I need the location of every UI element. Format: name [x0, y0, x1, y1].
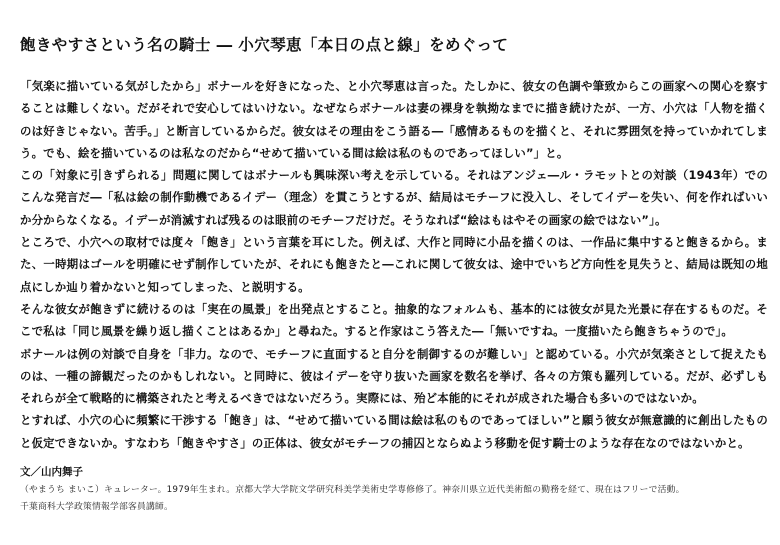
author-bio-line-1: （やまうち まいこ）キュレーター。1979年生まれ。京都大学大学院文学研究科美学美術史学専修修了。神奈川県立近代美術館の勤務を経て、現在はフリーで活動。 — [20, 485, 685, 496]
author-name: 文／山内舞子 — [20, 466, 83, 479]
paragraph-1: 「気楽に描いている気がしたから」ボナールを好きになった、と小穴琴恵は言った。たしかに、彼女の色調や筆致からこの画家への関心を察することは難しくない。だがそれで安心してはいけない。なぜならボナールは妻の裸身を執拗なまでに描き続けたが、一方、小穴は「人物を描くのは好きじゃない。苦手。」と断言しているからだ。彼女はその理由をこう語る―「感情あるものを描くと、それに雰囲気を持っていかれてしまう。でも、絵を描いているのは私なのだから“せめて描いている間は絵は私のものであってほしい”」と。 — [20, 79, 768, 160]
paragraph-3: ところで、小穴への取材では度々「飽き」という言葉を耳にした。例えば、大作と同時に小品を描くのは、一作品に集中すると飽きるから。また、一時期はゴールを明確にせず制作していたが、それにも飽きたと―これに関して彼女は、途中でいちど方向性を見失うと、結局は既知の地点にしか辿り着かないと知ってしまった、と説明する。 — [20, 235, 768, 294]
paragraph-4: そんな彼女が飽きずに続けるのは「実在の風景」を出発点とすること。抽象的なフォルムも、基本的には彼女が見た光景に存在するものだ。そこで私は「同じ風景を繰り返し描くことはあるか」と尋ねた。すると作家はこう答えた―「無いですね。一度描いたら飽きちゃうので」。 — [20, 301, 768, 339]
paragraph-2: この「対象に引きずられる」問題に関してはボナールも興味深い考えを示している。それはアンジェ―ル・ラモットとの対談（1943年）でのこんな発言だ―「私は絵の制作動機であるイデー（理念）を貫こうとするが、結局はモチーフに没入し、そしてイデーを失い、何を作ればいいか分からなくなる。イデーが消滅すれば残るのは眼前のモチーフだけだ。そうなれば“絵はもはやその画家の絵ではない”」。 — [20, 168, 768, 227]
author-bio-line-2: 千葉商科大学政策情報学部客員講師。 — [20, 502, 173, 513]
paragraph-6: とすれば、小穴の心に頻繁に干渉する「飽き」は、“せめて描いている間は絵は私のものであってほしい”と願う彼女が無意識的に創出したものと仮定できないか。すなわち「飽きやすさ」の正体は、彼女がモチーフの捕囚とならぬよう移動を促す騎士のような存在なのではないかと。 — [20, 413, 768, 450]
paragraph-5: ボナールは例の対談で自身を「非力。なので、モチーフに直面すると自分を制御するのが難しい」と認めている。小穴が気楽さとして捉えたものは、一種の諦観だったのかもしれない。と同時に、彼はイデーを守り抜いた画家を数名を挙げ、各々の方策も羅列している。だが、必ずしもそれらが全て戦略的に構築されたと考えるべきではないだろう。実際には、殆ど本能的にそれが成された場合も多いのではないか。 — [20, 346, 768, 406]
article-title: 飽きやすさという名の騎士 ― 小穴琴恵「本日の点と線」をめぐって — [20, 36, 509, 54]
author-credit — [20, 464, 768, 516]
article-body — [20, 75, 768, 454]
article-page — [20, 34, 768, 516]
